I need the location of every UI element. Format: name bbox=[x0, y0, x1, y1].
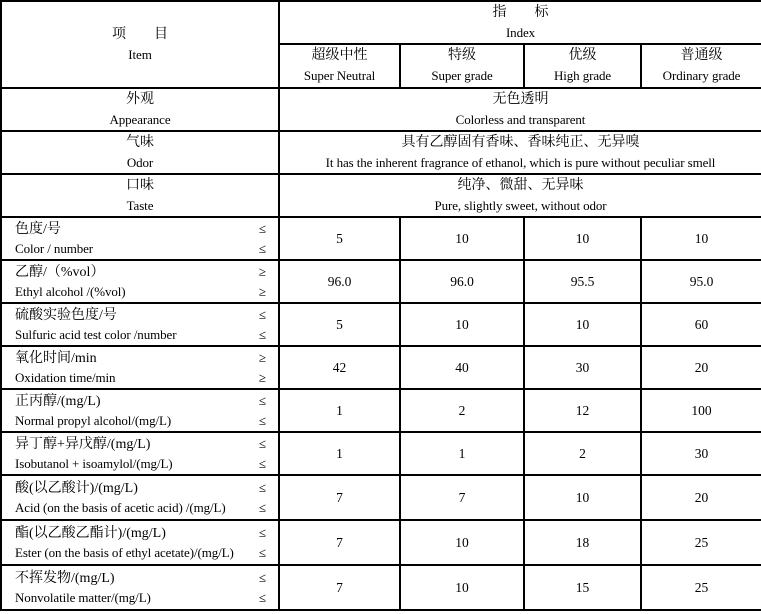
value-cell: 12 bbox=[524, 389, 641, 432]
row-value-cell bbox=[279, 131, 761, 174]
row-nonvolatile-matter bbox=[1, 565, 761, 610]
row-value-cn: 具有乙醇固有香味、香味纯正、无异嗅 bbox=[401, 134, 640, 150]
value-cell: 42 bbox=[279, 346, 400, 389]
row-label-cn: 异丁醇+异戊醇/(mg/L) bbox=[15, 436, 151, 452]
row-oxidation-time bbox=[1, 346, 761, 389]
row-odor bbox=[1, 131, 761, 174]
row-label-cn: 口味 bbox=[126, 177, 154, 193]
value-cell: 15 bbox=[524, 565, 641, 610]
value-cell: 10 bbox=[524, 475, 641, 520]
op-symbol: ≥ bbox=[258, 369, 266, 385]
value-cell: 2 bbox=[524, 432, 641, 475]
value-cell: 20 bbox=[641, 475, 761, 520]
value-cell: 2 bbox=[400, 389, 524, 432]
row-label-en: Color / number bbox=[15, 240, 94, 256]
row-label-cn: 正丙醇/(mg/L) bbox=[15, 393, 101, 409]
row-label-cell bbox=[1, 88, 279, 131]
row-label-cell bbox=[1, 260, 279, 303]
row-label-cn: 气味 bbox=[126, 134, 154, 150]
op-symbol: ≤ bbox=[258, 544, 266, 560]
header-index-cell bbox=[279, 1, 761, 44]
row-label-cell bbox=[1, 131, 279, 174]
row-ester bbox=[1, 520, 761, 565]
grade-cn: 普通级 bbox=[680, 48, 723, 63]
header-item-cell bbox=[1, 1, 279, 88]
value-cell: 40 bbox=[400, 346, 524, 389]
row-label-cell bbox=[1, 174, 279, 217]
grade-cn: 特级 bbox=[448, 48, 476, 63]
op-symbol: ≤ bbox=[258, 240, 266, 256]
header-item-cn: 项 目 bbox=[112, 26, 168, 42]
row-label-en: Taste bbox=[126, 197, 154, 213]
grade-en: High grade bbox=[553, 68, 612, 83]
value-cell: 95.5 bbox=[524, 260, 641, 303]
row-label-cell bbox=[1, 475, 279, 520]
op-symbol: ≤ bbox=[258, 589, 266, 605]
row-label-en: Oxidation time/min bbox=[15, 369, 116, 385]
row-taste bbox=[1, 174, 761, 217]
row-value-cell bbox=[279, 174, 761, 217]
op-symbol: ≥ bbox=[258, 263, 266, 279]
row-label-cn: 硫酸实验色度/号 bbox=[15, 307, 117, 323]
row-label-en: Nonvolatile matter/(mg/L) bbox=[15, 589, 151, 605]
row-label-en: Normal propyl alcohol/(mg/L) bbox=[15, 412, 172, 428]
op-symbol: ≤ bbox=[258, 499, 266, 515]
value-cell: 10 bbox=[400, 217, 524, 260]
row-label-cell bbox=[1, 303, 279, 346]
row-label-cell bbox=[1, 217, 279, 260]
grade-en: Super grade bbox=[431, 68, 493, 83]
row-label-cell bbox=[1, 520, 279, 565]
row-label-en: Appearance bbox=[109, 111, 171, 127]
row-label-cn: 酸(以乙酸计)/(mg/L) bbox=[15, 480, 138, 496]
value-cell: 1 bbox=[279, 432, 400, 475]
value-cell: 1 bbox=[400, 432, 524, 475]
op-symbol: ≤ bbox=[258, 455, 266, 471]
header-grade-super-grade bbox=[400, 44, 524, 88]
op-symbol: ≥ bbox=[258, 349, 266, 365]
value-cell: 7 bbox=[279, 475, 400, 520]
op-symbol: ≥ bbox=[258, 283, 266, 299]
value-cell: 96.0 bbox=[400, 260, 524, 303]
value-cell: 18 bbox=[524, 520, 641, 565]
row-value-en: Pure, slightly sweet, without odor bbox=[434, 197, 607, 213]
value-cell: 10 bbox=[400, 520, 524, 565]
header-index-cn: 指 标 bbox=[492, 4, 549, 20]
row-label-en: Sulfuric acid test color /number bbox=[15, 326, 177, 342]
value-cell: 20 bbox=[641, 346, 761, 389]
grade-cn: 超级中性 bbox=[311, 48, 368, 63]
value-cell: 7 bbox=[279, 565, 400, 610]
grade-cn: 优级 bbox=[568, 48, 597, 63]
row-label-en: Isobutanol + isoamylol/(mg/L) bbox=[15, 455, 173, 471]
row-value-en: It has the inherent fragrance of ethanol, which is pure without peculiar smell bbox=[325, 154, 716, 170]
op-symbol: ≤ bbox=[258, 479, 266, 495]
op-symbol: ≤ bbox=[258, 392, 266, 408]
row-label-cell bbox=[1, 432, 279, 475]
row-label-cn: 酯(以乙酸乙酯计)/(mg/L) bbox=[15, 525, 166, 541]
value-cell: 96.0 bbox=[279, 260, 400, 303]
value-cell: 25 bbox=[641, 520, 761, 565]
row-label-cn: 外观 bbox=[126, 91, 154, 107]
value-cell: 5 bbox=[279, 303, 400, 346]
row-label-cell bbox=[1, 389, 279, 432]
row-label-cell bbox=[1, 565, 279, 610]
value-cell: 100 bbox=[641, 389, 761, 432]
row-value-cn: 纯净、微甜、无异味 bbox=[457, 177, 584, 193]
row-value-en: Colorless and transparent bbox=[455, 111, 586, 127]
row-acid bbox=[1, 475, 761, 520]
row-sulfuric-acid-test-color bbox=[1, 303, 761, 346]
row-label-en: Ethyl alcohol /(%vol) bbox=[15, 283, 126, 299]
header-row-index bbox=[1, 1, 761, 44]
row-value-cn: 无色透明 bbox=[492, 91, 549, 107]
grade-en: Super Neutral bbox=[303, 68, 376, 83]
value-cell: 25 bbox=[641, 565, 761, 610]
value-cell: 10 bbox=[641, 217, 761, 260]
row-label-en: Acid (on the basis of acetic acid) /(mg/L) bbox=[15, 499, 226, 515]
row-label-cell bbox=[1, 346, 279, 389]
value-cell: 30 bbox=[524, 346, 641, 389]
row-appearance bbox=[1, 88, 761, 131]
row-label-en: Ester (on the basis of ethyl acetate)/(mg/L) bbox=[15, 544, 234, 560]
value-cell: 10 bbox=[400, 565, 524, 610]
row-label-cn: 不挥发物/(mg/L) bbox=[15, 570, 115, 586]
header-item-en: Item bbox=[128, 46, 152, 62]
value-cell: 7 bbox=[400, 475, 524, 520]
value-cell: 1 bbox=[279, 389, 400, 432]
value-cell: 10 bbox=[524, 303, 641, 346]
op-symbol: ≤ bbox=[258, 220, 266, 236]
row-value-cell bbox=[279, 88, 761, 131]
row-isobutanol-isoamylol bbox=[1, 432, 761, 475]
row-color-number bbox=[1, 217, 761, 260]
value-cell: 95.0 bbox=[641, 260, 761, 303]
header-grade-ordinary-grade bbox=[641, 44, 761, 88]
row-ethyl-alcohol bbox=[1, 260, 761, 303]
value-cell: 10 bbox=[400, 303, 524, 346]
value-cell: 5 bbox=[279, 217, 400, 260]
row-label-en: Odor bbox=[126, 154, 154, 170]
header-index-en: Index bbox=[505, 24, 536, 40]
header-grade-super-neutral bbox=[279, 44, 400, 88]
row-label-cn: 色度/号 bbox=[15, 221, 61, 237]
op-symbol: ≤ bbox=[258, 412, 266, 428]
op-symbol: ≤ bbox=[258, 306, 266, 322]
value-cell: 7 bbox=[279, 520, 400, 565]
op-symbol: ≤ bbox=[258, 326, 266, 342]
value-cell: 30 bbox=[641, 432, 761, 475]
row-normal-propyl-alcohol bbox=[1, 389, 761, 432]
value-cell: 60 bbox=[641, 303, 761, 346]
header-grade-high-grade bbox=[524, 44, 641, 88]
row-label-cn: 氧化时间/min bbox=[15, 350, 97, 366]
op-symbol: ≤ bbox=[258, 569, 266, 585]
op-symbol: ≤ bbox=[258, 524, 266, 540]
value-cell: 10 bbox=[524, 217, 641, 260]
grade-en: Ordinary grade bbox=[662, 68, 741, 83]
op-symbol: ≤ bbox=[258, 435, 266, 451]
row-label-cn: 乙醇/（%vol） bbox=[15, 264, 105, 280]
